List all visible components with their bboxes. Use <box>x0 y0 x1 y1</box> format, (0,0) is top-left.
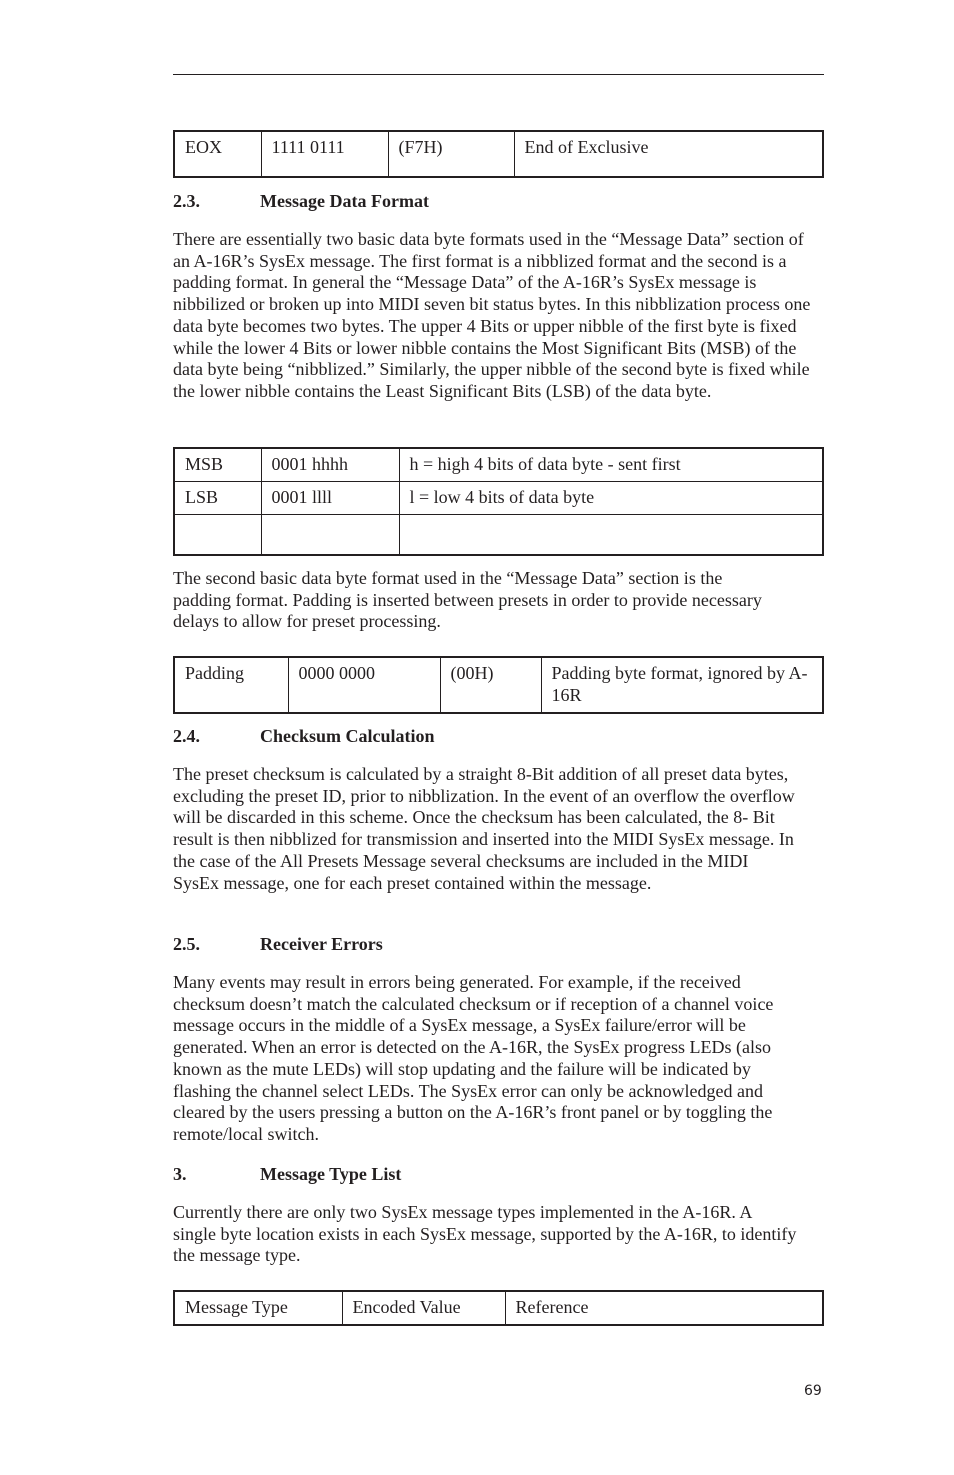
table-cell: 0001 llll <box>261 482 399 515</box>
table-cell: 0000 0000 <box>288 657 440 713</box>
table-cell <box>261 515 399 555</box>
table-row <box>174 482 823 515</box>
table-row <box>174 515 823 555</box>
paragraph-checksum: The preset checksum is calculated by a straight 8-Bit addition of all preset data bytes, excluding the preset ID, prior to nibblization. In the event of an overflow the overflow will be discarded in this scheme. Once the checksum has been calculated, the 8- Bit result is then nibblized for transmission and inserted into the MIDI SysEx message. In the case of the All Presets Message several checksums are included in the MIDI SysEx message, one for each preset contained within the message. <box>173 764 795 893</box>
nibble-table <box>173 447 824 556</box>
table-cell: LSB <box>174 482 261 515</box>
table-cell: EOX <box>174 131 261 177</box>
table-cell: 0001 hhhh <box>261 448 399 482</box>
section-heading-2-4 <box>173 725 435 747</box>
header-rule <box>173 74 824 75</box>
section-title: Receiver Errors <box>260 934 383 954</box>
table-row <box>174 657 823 713</box>
table-row <box>174 1291 823 1325</box>
table-cell: l = low 4 bits of data byte <box>399 482 823 515</box>
section-number: 3. <box>173 1164 187 1184</box>
section-number: 2.3. <box>173 191 200 211</box>
section-title: Checksum Calculation <box>260 726 435 746</box>
section-heading-3 <box>173 1163 401 1185</box>
paragraph-message-data-format: There are essentially two basic data byte formats used in the “Message Data” section of an A-16R’s SysEx message. The first format is a nibblized format and the second is a padding format. In general the “Message Data” of the A-16R’s SysEx message is nibbilized or broken up into MIDI seven bit status bytes. In this nibblization process one data byte becomes two bytes. The upper 4 Bits or upper nibble of the first byte is fixed while the lower 4 Bits or lower nibble contains the Most Significant Bits (MSB) of the data byte being “nibblized.” Similarly, the upper nibble of the second byte is fixed while the lower nibble contains the Least Significant Bits (LSB) of the data byte. <box>173 229 811 401</box>
section-title: Message Type List <box>260 1164 402 1184</box>
table-cell: (F7H) <box>388 131 514 177</box>
table-cell <box>174 515 261 555</box>
table-cell: h = high 4 bits of data byte - sent first <box>399 448 823 482</box>
paragraph-padding-format: The second basic data byte format used in the “Message Data” section is the padding format. Padding is inserted between presets in order to provide necessary delays to allow for preset processing. <box>173 568 762 632</box>
paragraph-message-type-list: Currently there are only two SysEx message types implemented in the A-16R. A single byte location exists in each SysEx message, supported by the A-16R, to identify the message type. <box>173 1202 797 1266</box>
table-cell <box>399 515 823 555</box>
page-number: 69 <box>804 1383 822 1399</box>
section-heading-2-3 <box>173 190 429 212</box>
table-cell: Padding <box>174 657 288 713</box>
section-heading-2-5 <box>173 933 383 955</box>
table-row <box>174 448 823 482</box>
table-cell: Padding byte format, ignored by A-16R <box>541 657 823 713</box>
table-cell: End of Exclusive <box>514 131 823 177</box>
section-number: 2.5. <box>173 934 200 954</box>
padding-table <box>173 656 824 714</box>
table-header-cell: Message Type <box>174 1291 342 1325</box>
paragraph-receiver-errors: Many events may result in errors being generated. For example, if the received checksum doesn’t match the calculated checksum or if reception of a channel voice message occurs in the middle of a SysEx message, a SysEx failure/error will be generated. When an error is detected on the A-16R, the SysEx progress LEDs (also known as the mute LEDs) will stop updating and the failure will be indicated by flashing the channel select LEDs. The SysEx error can only be acknowledged and cleared by the users pressing a button on the A-16R’s front panel or by toggling the remote/local switch. <box>173 972 774 1144</box>
section-number: 2.4. <box>173 726 200 746</box>
table-row <box>174 131 823 177</box>
table-cell: 1111 0111 <box>261 131 388 177</box>
section-title: Message Data Format <box>260 191 429 211</box>
message-type-table <box>173 1290 824 1326</box>
table-header-cell: Encoded Value <box>342 1291 505 1325</box>
table-cell: (00H) <box>440 657 541 713</box>
table-header-cell: Reference <box>505 1291 823 1325</box>
eox-table <box>173 130 824 178</box>
table-cell: MSB <box>174 448 261 482</box>
